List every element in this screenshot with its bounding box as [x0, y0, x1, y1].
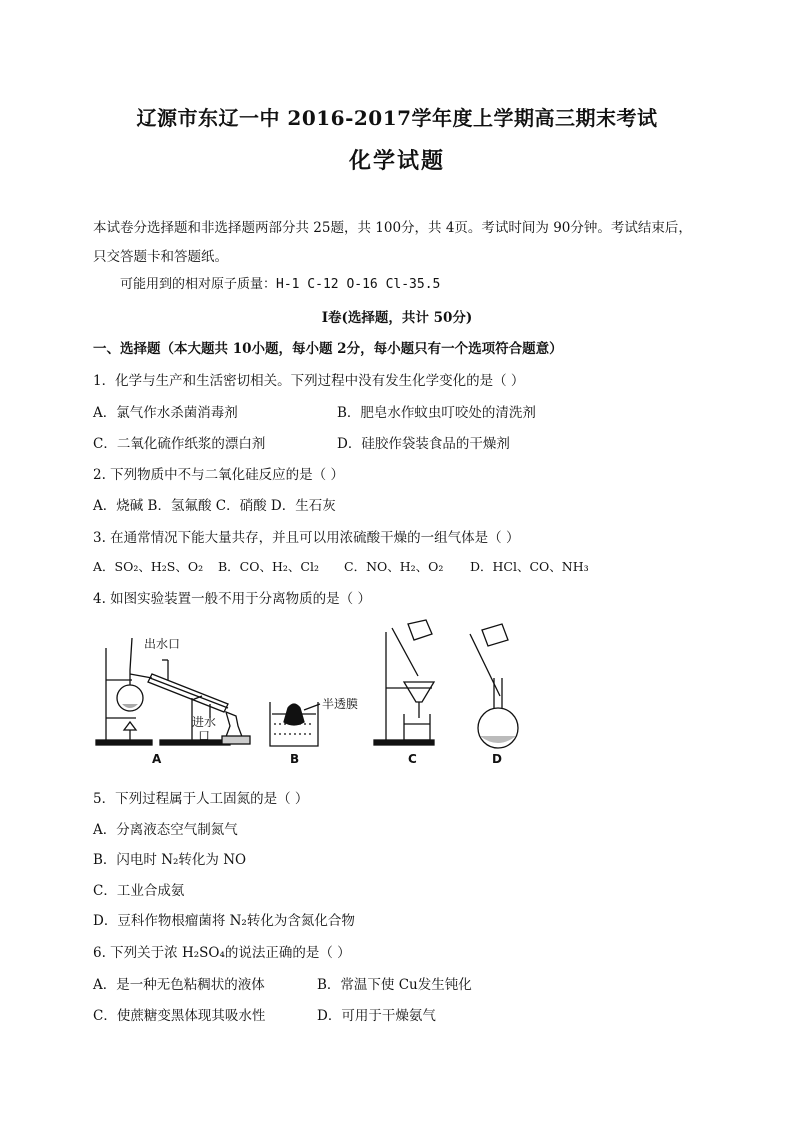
dialysis-apparatus: [270, 702, 320, 746]
exam-subtitle: 化学试题: [348, 148, 445, 174]
question-6-option-a: A．是一种无色粘稠状的液体: [93, 977, 265, 993]
atomic-masses: 可能用到的相对原子质量：H-1 C-12 O-16 Cl-35.5: [120, 277, 441, 292]
question-6-option-c: C．使蔗糖变黑体现其吸水性: [93, 1008, 266, 1024]
question-3-stem: 3. 在通常情况下能大量共存，并且可以用浓硫酸干燥的一组气体是（ ）: [93, 530, 520, 546]
filtration-apparatus: [374, 620, 434, 745]
apparatus-figure: [92, 618, 522, 768]
question-2-options: A．烧碱 B．氢氟酸 C．硝酸 D．生石灰: [93, 498, 336, 514]
question-1-option-d: D．硅胶作袋装食品的干燥剂: [337, 436, 510, 452]
question-3-option-d: D．HCl、CO、NH₃: [470, 559, 589, 574]
question-5-option-c: C．工业合成氨: [93, 883, 185, 899]
label-d: D: [492, 752, 502, 766]
question-6-stem: 6. 下列关于浓 H₂SO₄的说法正确的是（ ）: [93, 945, 351, 961]
section-title: Ⅰ卷(选择题，共计 50分): [321, 310, 473, 326]
question-5-option-b: B．闪电时 N₂转化为 NO: [93, 852, 247, 868]
question-1-option-c: C．二氧化硫作纸浆的漂白剂: [93, 436, 266, 452]
section-heading: 一、选择题（本大题共 10小题，每小题 2分，每小题只有一个选项符合题意）: [93, 341, 563, 357]
question-3-option-c: C．NO、H₂、O₂: [344, 559, 444, 574]
question-6-option-b: B．常温下使 Cu发生钝化: [317, 977, 472, 993]
question-2-stem: 2. 下列物质中不与二氧化硅反应的是（ ）: [93, 467, 344, 483]
label-a: A: [152, 752, 162, 766]
label-c: C: [408, 752, 417, 766]
question-6-option-d: D．可用于干燥氨气: [317, 1008, 436, 1024]
question-3-option-a: A．SO₂、H₂S、O₂: [93, 559, 204, 574]
volumetric-flask-apparatus: [470, 624, 518, 748]
question-1-option-a: A．氯气作水杀菌消毒剂: [93, 405, 238, 421]
intro-line-1: 本试卷分选择题和非选择题两部分共 25题，共 100分，共 4页。考试时间为 90分钟。考试结束后，: [93, 220, 692, 236]
label-water-inlet-2: 口: [198, 729, 211, 743]
label-water-inlet-1: 进水: [192, 715, 217, 729]
question-1-option-b: B．肥皂水作蚊虫叮咬处的清洗剂: [337, 405, 536, 421]
question-5-stem: 5．下列过程属于人工固氮的是（ ）: [93, 791, 309, 807]
label-membrane: 半透膜: [322, 697, 359, 711]
question-5-option-a: A．分离液态空气制氮气: [93, 822, 238, 838]
label-water-outlet: 出水口: [144, 637, 181, 651]
question-5-option-d: D．豆科作物根瘤菌将 N₂转化为含氮化合物: [93, 913, 355, 929]
question-4-stem: 4. 如图实验装置一般不用于分离物质的是（ ）: [93, 591, 371, 607]
question-3-option-b: B．CO、H₂、Cl₂: [218, 559, 319, 574]
question-1-stem: 1．化学与生产和生活密切相关。下列过程中没有发生化学变化的是（ ）: [93, 373, 525, 389]
distillation-apparatus: [96, 638, 250, 745]
intro-line-2: 只交答题卡和答题纸。: [93, 249, 228, 265]
label-b: B: [290, 752, 300, 766]
exam-title: 辽源市东辽一中 2016-2017学年度上学期高三期末考试: [136, 106, 658, 130]
